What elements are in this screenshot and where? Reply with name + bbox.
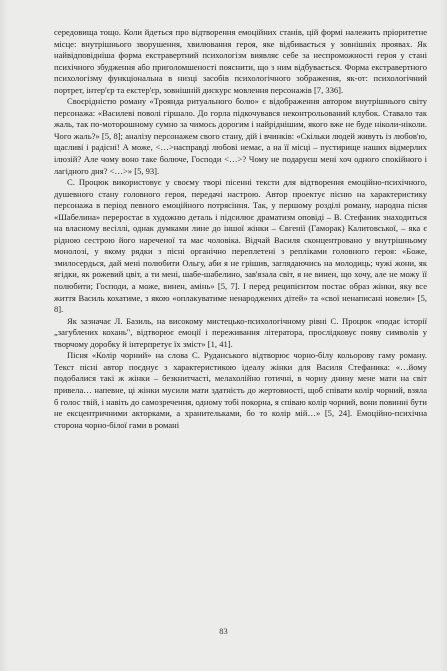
paragraph-2: Своєрідністю роману «Троянда ритуального болю» є відображення автором внутрішнього світу персонажа: «Василеві поволі гіршало. До горла підкочувався неконтрольований клубок. Ставало так жаль, так по-моторошному сумно за чимось дорогим і найріднішим, якого вже не буде ніколи-ніколи. Чого жаль?» [5, 8]; аналізу персонажем свого стану, дій і вчинків: «Скільки людей живуть із любов'ю, щасливі і радісні! А може, <…>насправді любові немає, а на її місці – пустирище наших відмерлих ілюзій? Але чому воно таке болюче, Господи <…>? Чому не подаруєш мені хоч одного спокійного і лагідного дня? <…>» [5, 93]. (54, 96, 427, 176)
paragraph-5: Пісня «Колір чорний» на слова С. Руданського відтворює чорно-білу кольорову гаму роману. Текст пісні автор поєднує з характеристикою ідеалу жінки для Василя Стефаника: «…йому подобалися такі ж жінки – безкнитчасті, мелахолійно готичні, в чорну днину мене мати на світ привела… напевне, ці жінки мусили мати здатність до жертовності, щоб співати колір чорний, взяла б голос твій, і навіть до самозречення, одному тобі покорна, я співаю колір чорний, вони повинні бути не ексцентричними акторками, а хранительками, бо то колір мій…» [5, 24]. Емоційно-психічна сторона чорно-білої гами в романі (54, 350, 427, 430)
paragraph-1: середовища тощо. Коли йдеться про відтворення емоційних станів, цій формі належить пріоритетне місце: внутрішнього зворушення, хвилювання героя, яке відбивається у зовнішніх проявах. Як найвідповідніша форма екстравертний психологізм виявляє себе за неспроможності героя у стані психічного збудження або приголомшеності пояснити, що з ним відбувається. Форма екстравертного психологізму функціональна в низці засобів психологічного зображення, як-от: психологічний портрет, інтер'єр та екстер'єр, зовнішній дискурс мовлення персонажів [7, 336]. (54, 27, 427, 95)
paragraph-4: Як зазначає Л. Базиль, на високому мистецько-психологічному рівні С. Процюк «подає історії „загублених кохань", відтворює емоції і переживання літератора, прослідковує появу символів у творчому доробку й інтерпретує їх зміст» [1, 41]. (54, 315, 427, 349)
paragraph-3: С. Процюк використовує у своєму творі пісенні тексти для відтворення емоційно-психічного, душевного стану головного героя, передачі настрою. Автор проектує пісню на характеристику персонажа в період певного емоційного потрясіння. Так, у першому розділі роману, народна пісня «Шабелина» переростає в художню деталь і підсилює драматизм оповіді – В. Стефаник знаходиться на власному весіллі, однак думками лине до іншої жінки – Євгенії (Гаморак) Калитовської, – яка є рідною сестрою його нареченої та має чоловіка. Відчай Василя сконцентровано у внутрішньому монолозі, у якому рядки з пісні органічно переплетені з репліками головного героя: «Боже, змилосердься, дай мені полюбити Ольгу, аби я не грішив, заглядаючись на молодиць; чужі жони, як ягідки, як рожевий цвіт, а ти мені, шабе-шабелино, зав'язала світ, я не винен, що хочу, але не можу її полюбити; Господи, а може, винен, амінь» [5, 7]. І перед реципієнтом постає образ жінки, яку все життя Василь кохатиме, з якою «оплакуватиме ненароджених дітей» та «свої ненаписані новели» [5, 8]. (54, 177, 427, 315)
body-text (54, 27, 427, 431)
page-number: 83 (219, 626, 228, 636)
